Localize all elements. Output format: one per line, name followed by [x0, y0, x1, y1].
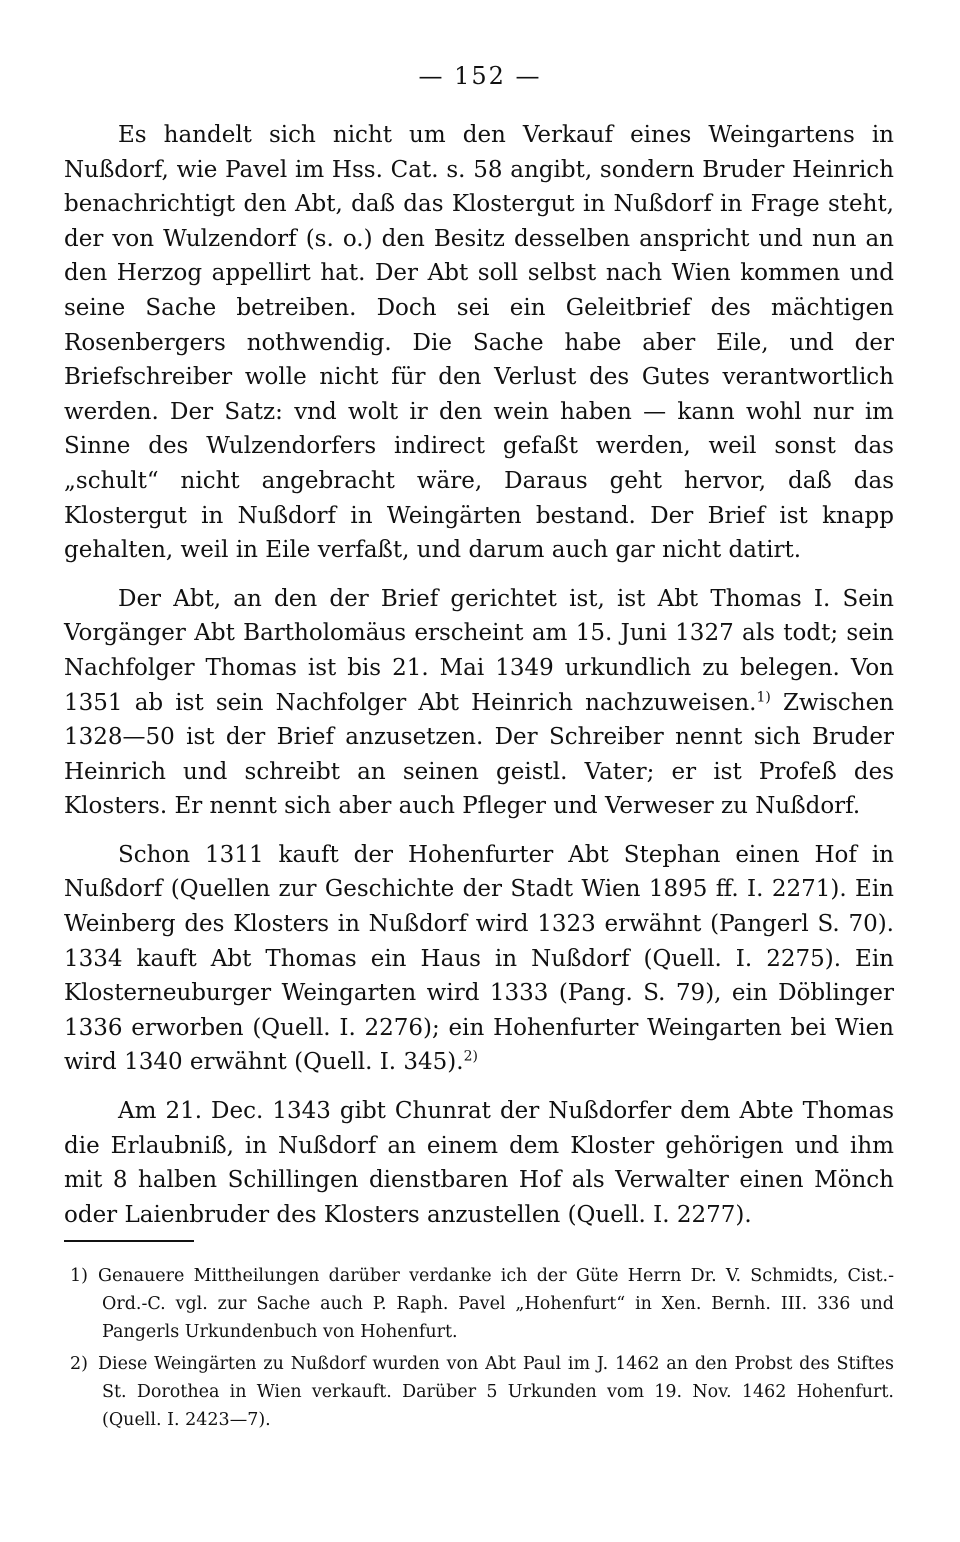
paragraph-4: Am 21. Dec. 1343 gibt Chunrat der Nußdorfer dem Abte Thomas die Erlaubniß, in Nußdorf an einem dem Kloster gehörigen und ihm mit 8 halben Schillingen dienstbaren Hof als Verwalter einen Mönch oder Laienbruder des Klosters anzustellen (Quell. I. 2277). — [64, 1098, 894, 1228]
footnote-2-text: Diese Weingärten zu Nußdorf wurden von Abt Paul im J. 1462 an den Probst des Stiftes St. Dorothea in Wien verkauft. Darüber 5 Urkunden vom 19. Nov. 1462 Hohenfurt. (Quell. I. 2423—7). — [98, 1354, 894, 1430]
main-text — [64, 118, 894, 1246]
paragraph-2-continuation: Zwischen 1328—50 ist der Brief anzusetzen. Der Schreiber nennt sich Bruder Heinrich und schreibt an seinen geistl. Vater; er ist Profeß des Klosters. Er nennt sich aber auch Pfleger und Verweser zu Nußdorf. — [64, 689, 894, 820]
footnote-divider — [64, 1240, 194, 1242]
footnote-ref-2: 2) — [463, 1048, 478, 1065]
paragraph-1: Es handelt sich nicht um den Verkauf eines Weingartens in Nußdorf, wie Pavel im Hss. Cat. s. 58 angibt, sondern Bruder Heinrich benachrichtigt den Abt, daß das Klostergut in Nußdorf in Frage steht, der von Wulzendorf (s. o.) den Besitz desselben anspricht und nun an den Herzog appellirt hat. Der Abt soll selbst nach Wien kommen und seine Sache betreiben. Doch sei ein Geleitbrief des mächtigen Rosenbergers nothwendig. Die Sache habe aber Eile, und der Briefschreiber wolle nicht für den Verlust des Gutes verantwortlich werden. Der Satz: vnd wolt ir den wein haben — kann wohl nur im Sinne des Wulzendorfers indirect gefaßt werden, weil sonst das „schult“ nicht angebracht wäre, Daraus geht hervor, daß das Klostergut in Nußdorf in Weingärten bestand. Der Brief ist knapp gehalten, weil in Eile verfaßt, und darum auch gar nicht datirt. — [64, 122, 894, 564]
paragraph-3-text: Schon 1311 kauft der Hohenfurter Abt Stephan einen Hof in Nußdorf (Quellen zur Geschichte der Stadt Wien 1895 ff. I. 2271). Ein Weinberg des Klosters in Nußdorf wird 1323 erwähnt (Pangerl S. 70). 1334 kauft Abt Thomas ein Haus in Nußdorf (Quell. I. 2275). Ein Klosterneuburger Weingarten wird 1333 (Pang. S. 79), ein Döblinger 1336 erworben (Quell. I. 2276); ein Hohenfurter Weingarten bei Wien wird 1340 erwähnt (Quell. I. 345). — [64, 841, 894, 1076]
footnote-1-text: Genauere Mittheilungen darüber verdanke ich der Güte Herrn Dr. V. Schmidts, Cist.-Ord.-C. vgl. zur Sache auch P. Raph. Pavel „Hohenfurt“ in Xen. Bernh. III. 336 und Pangerls Urkundenbuch von Hohenfurt. — [98, 1266, 894, 1342]
paragraph-2 — [64, 582, 894, 824]
paragraph-3 — [64, 838, 894, 1080]
footnote-1 — [64, 1262, 894, 1346]
footnote-2-number: 2) — [70, 1354, 88, 1374]
footnote-1-number: 1) — [70, 1266, 88, 1286]
footnote-ref-1: 1) — [756, 688, 771, 705]
footnote-2 — [64, 1350, 894, 1434]
footnotes — [64, 1262, 894, 1438]
page-number: — 152 — — [418, 62, 542, 90]
paragraph-2-text: Der Abt, an den der Brief gerichtet ist, ist Abt Thomas I. Sein Vorgänger Abt Bartholomäus erscheint am 15. Juni 1327 als todt; sein Nachfolger Thomas ist bis 21. Mai 1349 urkundlich zu belegen. Von 1351 ab ist sein Nachfolger Abt Heinrich nachzuweisen. — [64, 585, 894, 716]
